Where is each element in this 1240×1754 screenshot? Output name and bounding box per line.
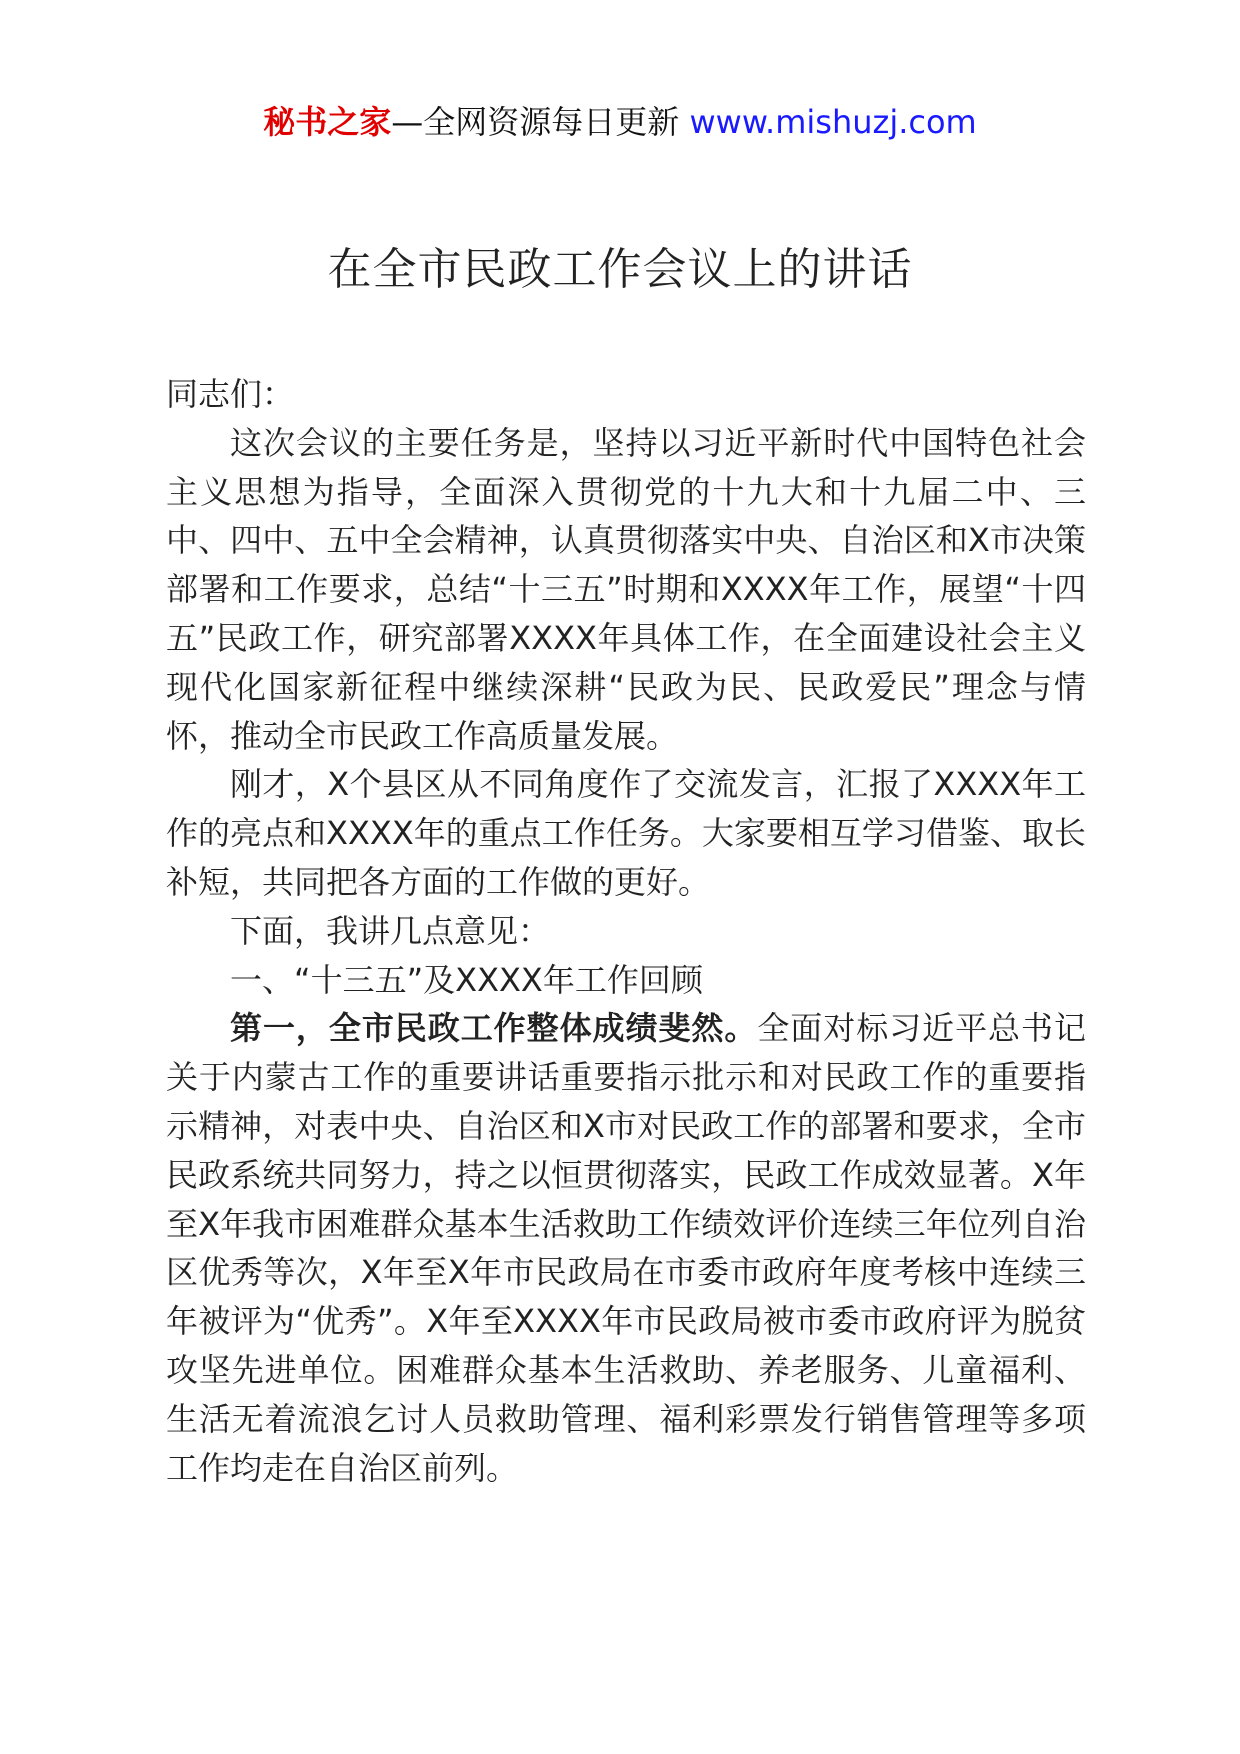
brand-name: 秘书之家 [263, 103, 392, 141]
section-heading: 一、“十三五”及XXXX年工作回顾 [230, 960, 703, 999]
paragraph: 刚才，X个县区从不同角度作了交流发言，汇报了XXXX年工作的亮点和XXXX年的重点工作任务。大家要相互学习借鉴、取长补短，共同把各方面的工作做的更好。 [166, 765, 1086, 901]
point-one-lead: 第一，全市民政工作整体成绩斐然。 [230, 1009, 758, 1048]
document-body [166, 370, 1086, 1492]
document-title: 在全市民政工作会议上的讲话 [327, 244, 913, 295]
site-header-banner [0, 100, 1240, 144]
paragraph: 这次会议的主要任务是，坚持以习近平新时代中国特色社会主义思想为指导，全面深入贯彻党的十九大和十九届二中、三中、四中、五中全会精神，认真贯彻落实中央、自治区和X市决策部署和工作要求，总结“十三五”时期和XXXX年工作，展望“十四五”民政工作，研究部署XXXX年具体工作，在全面建设社会主义现代化国家新征程中继续深耕“民政为民、民政爱民”理念与情怀，推动全市民政工作高质量发展。 [166, 423, 1086, 755]
site-url-link[interactable]: www.mishuzj.com [689, 103, 977, 141]
brand-slogan: —全网资源每日更新 [391, 103, 680, 141]
salutation: 同志们： [166, 375, 295, 413]
point-one-text: 全面对标习近平总书记关于内蒙古工作的重要讲话重要指示批示和对民政工作的重要指示精神，对表中央、自治区和X市对民政工作的部署和要求，全市民政系统共同努力，持之以恒贯彻落实，民政工作成效显著。X年至X年我市困难群众基本生活救助工作绩效评价连续三年位列自治区优秀等次，X年至X年市民政局在市委市政府年度考核中连续三年被评为“优秀”。X年至XXXX年市民政局被市委市政府评为脱贫攻坚先进单位。困难群众基本生活救助、养老服务、儿童福利、生活无着流浪乞讨人员救助管理、福利彩票发行销售管理等多项工作均走在自治区前列。 [166, 1009, 1086, 1487]
point-one-paragraph [166, 1004, 1086, 1492]
paragraph: 下面，我讲几点意见： [230, 911, 551, 950]
